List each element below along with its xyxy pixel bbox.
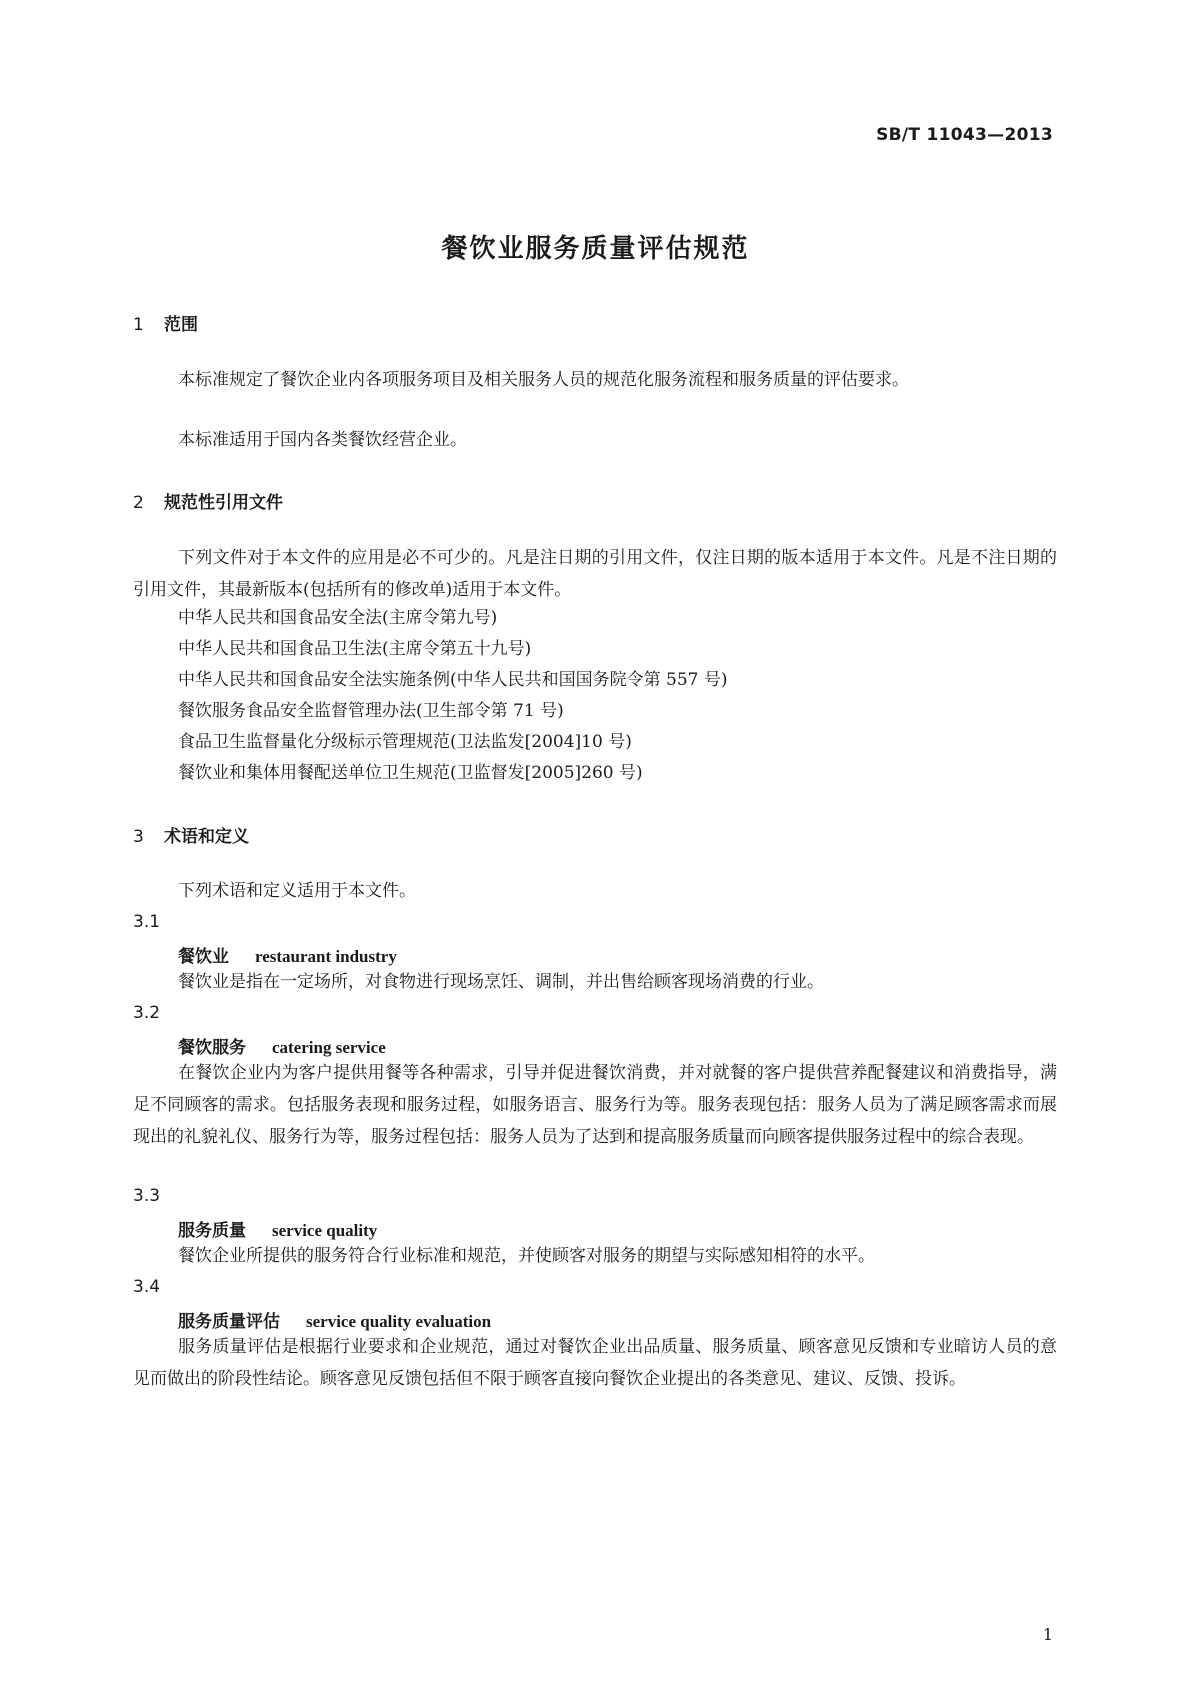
reference-item-2: 中华人民共和国食品卫生法(主席令第五十九号) bbox=[178, 639, 532, 659]
term-3-4-heading bbox=[178, 1307, 491, 1332]
term-3-3-en: service quality bbox=[272, 1221, 378, 1240]
term-3-2-heading bbox=[178, 1033, 386, 1058]
section-1-paragraph-1: 本标准规定了餐饮企业内各项服务项目及相关服务人员的规范化服务流程和服务质量的评估要求。 bbox=[178, 370, 909, 390]
standard-number: SB/T 11043—2013 bbox=[876, 125, 1053, 145]
term-3-4-zh: 服务质量评估 bbox=[178, 1312, 280, 1332]
reference-item-4: 餐饮服务食品安全监督管理办法(卫生部令第 71 号) bbox=[178, 701, 564, 721]
term-3-2-definition: 在餐饮企业内为客户提供用餐等各种需求，引导并促进餐饮消费，并对就餐的客户提供营养配餐建议和消费指导，满足不同顾客的需求。包括服务表现和服务过程，如服务语言、服务行为等。服务表现包括：服务人员为了满足顾客需求而展现出的礼貌礼仪、服务行为等，服务过程包括：服务人员为了达到和提高服务质量而向顾客提供服务过程中的综合表现。 bbox=[133, 1063, 1057, 1147]
section-1-title: 范围 bbox=[164, 315, 198, 335]
term-3-4-number: 3.4 bbox=[133, 1277, 161, 1297]
document-title: 餐饮业服务质量评估规范 bbox=[441, 234, 750, 264]
section-1-paragraph-2: 本标准适用于国内各类餐饮经营企业。 bbox=[178, 430, 467, 450]
term-3-1-heading bbox=[178, 942, 397, 967]
reference-item-3: 中华人民共和国食品安全法实施条例(中华人民共和国国务院令第 557 号) bbox=[178, 670, 728, 690]
section-2-intro: 下列文件对于本文件的应用是必不可少的。凡是注日期的引用文件，仅注日期的版本适用于本文件。凡是不注日期的引用文件，其最新版本(包括所有的修改单)适用于本文件。 bbox=[133, 548, 1057, 600]
term-3-1-number: 3.1 bbox=[133, 912, 161, 932]
term-3-4-definition: 服务质量评估是根据行业要求和企业规范，通过对餐饮企业出品质量、服务质量、顾客意见反馈和专业暗访人员的意见而做出的阶段性结论。顾客意见反馈包括但不限于顾客直接向餐饮企业提出的各类意见、建议、反馈、投诉。 bbox=[133, 1337, 1057, 1389]
term-3-3-zh: 服务质量 bbox=[178, 1221, 246, 1241]
term-3-1-en: restaurant industry bbox=[255, 947, 397, 966]
term-3-3-definition: 餐饮企业所提供的服务符合行业标准和规范，并使顾客对服务的期望与实际感知相符的水平。 bbox=[178, 1246, 875, 1266]
term-3-1-zh: 餐饮业 bbox=[178, 947, 229, 967]
reference-item-1: 中华人民共和国食品安全法(主席令第九号) bbox=[178, 608, 498, 628]
term-3-3-heading bbox=[178, 1216, 377, 1241]
term-3-2-number: 3.2 bbox=[133, 1003, 161, 1023]
term-3-1-definition: 餐饮业是指在一定场所，对食物进行现场烹饪、调制，并出售给顾客现场消费的行业。 bbox=[178, 972, 824, 992]
reference-item-6: 餐饮业和集体用餐配送单位卫生规范(卫监督发[2005]260 号) bbox=[178, 763, 643, 783]
section-3-number: 3 bbox=[133, 827, 144, 847]
section-3-intro: 下列术语和定义适用于本文件。 bbox=[178, 881, 416, 901]
section-2-title: 规范性引用文件 bbox=[164, 493, 283, 513]
section-1-number: 1 bbox=[133, 315, 144, 335]
section-1-heading bbox=[133, 310, 198, 335]
term-3-3-number: 3.3 bbox=[133, 1186, 161, 1206]
term-3-2-zh: 餐饮服务 bbox=[178, 1038, 246, 1058]
section-3-heading bbox=[133, 822, 249, 847]
section-2-number: 2 bbox=[133, 493, 144, 513]
page-number: 1 bbox=[1042, 1625, 1053, 1644]
section-2-heading bbox=[133, 488, 283, 513]
section-3-title: 术语和定义 bbox=[164, 827, 249, 847]
reference-item-5: 食品卫生监督量化分级标示管理规范(卫法监发[2004]10 号) bbox=[178, 732, 632, 752]
term-3-4-en: service quality evaluation bbox=[306, 1312, 492, 1331]
term-3-2-en: catering service bbox=[272, 1038, 386, 1057]
